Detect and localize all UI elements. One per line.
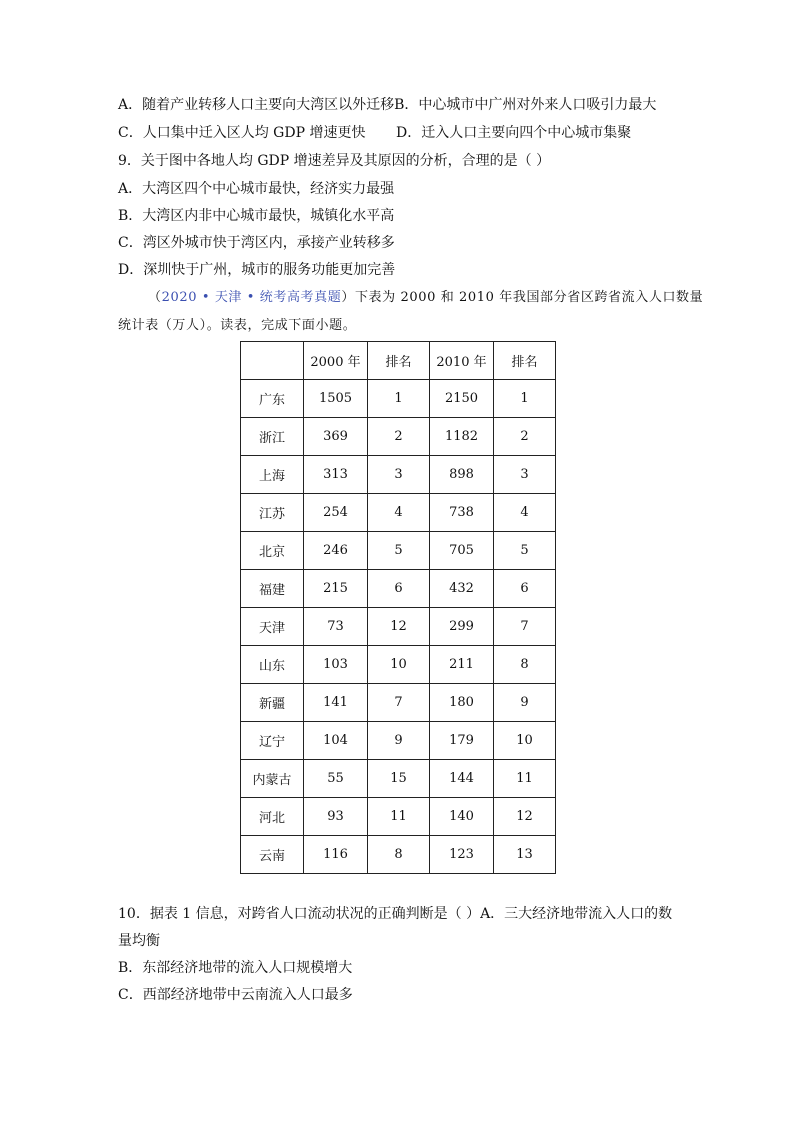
table-cell: 江苏	[241, 494, 304, 532]
table-cell: 福建	[241, 570, 304, 608]
table-cell: 432	[430, 570, 494, 608]
table-cell: 123	[430, 836, 494, 874]
table-row	[241, 646, 556, 684]
question-9-option-d: D．深圳快于广州，城市的服务功能更加完善	[118, 262, 396, 278]
question-8-option-c: C．人口集中迁入区人均 GDP 增速更快	[118, 125, 366, 141]
table-cell: 180	[430, 684, 494, 722]
table-row	[241, 836, 556, 874]
table-cell: 1505	[304, 380, 368, 418]
question-9-option-a: A．大湾区四个中心城市最快，经济实力最强	[118, 181, 395, 197]
table-cell: 5	[494, 532, 556, 570]
table-cell: 2150	[430, 380, 494, 418]
table-cell: 新疆	[241, 684, 304, 722]
intro-line-2: 统计表（万人）。读表，完成下面小题。	[118, 318, 357, 333]
table-cell: 7	[494, 608, 556, 646]
table-header-cell: 排名	[494, 342, 556, 380]
table-cell: 11	[494, 760, 556, 798]
table-row	[241, 608, 556, 646]
table-cell: 6	[368, 570, 430, 608]
table-cell: 104	[304, 722, 368, 760]
question-10-option-b: B．东部经济地带的流入人口规模增大	[118, 960, 353, 976]
table-row	[241, 532, 556, 570]
table-cell: 4	[368, 494, 430, 532]
table-cell: 144	[430, 760, 494, 798]
table-header-cell: 2010 年	[430, 342, 494, 380]
table-row	[241, 380, 556, 418]
source-label: 2020 • 天津 • 统考高考真题	[161, 290, 342, 305]
table-cell: 705	[430, 532, 494, 570]
table-cell: 5	[368, 532, 430, 570]
table-cell: 12	[368, 608, 430, 646]
table-cell: 211	[430, 646, 494, 684]
table-cell: 116	[304, 836, 368, 874]
table-row	[241, 798, 556, 836]
question-9-option-c: C．湾区外城市快于湾区内，承接产业转移多	[118, 235, 395, 251]
table-cell: 140	[430, 798, 494, 836]
table-cell: 辽宁	[241, 722, 304, 760]
table-cell: 299	[430, 608, 494, 646]
table-cell: 313	[304, 456, 368, 494]
table-row	[241, 456, 556, 494]
table-cell: 369	[304, 418, 368, 456]
table-cell: 215	[304, 570, 368, 608]
table-cell: 3	[494, 456, 556, 494]
table-cell: 1182	[430, 418, 494, 456]
table-cell: 内蒙古	[241, 760, 304, 798]
table-cell: 15	[368, 760, 430, 798]
table-cell: 7	[368, 684, 430, 722]
table-cell: 河北	[241, 798, 304, 836]
table-cell: 93	[304, 798, 368, 836]
table-cell: 8	[494, 646, 556, 684]
question-9-option-b: B．大湾区内非中心城市最快，城镇化水平高	[118, 208, 395, 224]
question-8-option-a-b: A．随着产业转移人口主要向大湾区以外迁移B．中心城市中广州对外来人口吸引力最大	[118, 97, 657, 113]
table-cell: 10	[494, 722, 556, 760]
table-row	[241, 684, 556, 722]
table-cell: 10	[368, 646, 430, 684]
table-cell: 898	[430, 456, 494, 494]
intro-line-1	[148, 288, 703, 308]
table-cell: 广东	[241, 380, 304, 418]
migration-table	[240, 341, 556, 874]
table-cell: 55	[304, 760, 368, 798]
table-cell: 254	[304, 494, 368, 532]
table-cell: 天津	[241, 608, 304, 646]
table-cell: 4	[494, 494, 556, 532]
table-cell: 12	[494, 798, 556, 836]
table-header-cell	[241, 342, 304, 380]
table-header-row	[241, 342, 556, 380]
table-cell: 13	[494, 836, 556, 874]
table-cell: 6	[494, 570, 556, 608]
table-header-cell: 2000 年	[304, 342, 368, 380]
table-cell: 141	[304, 684, 368, 722]
table-cell: 73	[304, 608, 368, 646]
table-cell: 738	[430, 494, 494, 532]
table-cell: 浙江	[241, 418, 304, 456]
table-cell: 云南	[241, 836, 304, 874]
table-row	[241, 760, 556, 798]
table-cell: 2	[368, 418, 430, 456]
table-cell: 179	[430, 722, 494, 760]
table-cell: 11	[368, 798, 430, 836]
question-10-stem: 10．据表 1 信息，对跨省人口流动状况的正确判断是（ ）A．三大经济地带流入人口的数	[118, 906, 673, 922]
table-cell: 3	[368, 456, 430, 494]
table-row	[241, 494, 556, 532]
table-cell: 山东	[241, 646, 304, 684]
table-cell: 2	[494, 418, 556, 456]
intro-text: ）下表为 2000 和 2010 年我国部分省区跨省流入人口数量	[341, 290, 704, 305]
intro-open-paren: （	[148, 290, 162, 305]
table-cell: 1	[368, 380, 430, 418]
table-cell: 8	[368, 836, 430, 874]
question-8-option-d: D．迁入人口主要向四个中心城市集聚	[396, 125, 632, 141]
question-10-stem-cont: 量均衡	[118, 933, 160, 949]
table-row	[241, 418, 556, 456]
table-row	[241, 722, 556, 760]
table-cell: 103	[304, 646, 368, 684]
table-cell: 上海	[241, 456, 304, 494]
table-cell: 246	[304, 532, 368, 570]
question-9-stem: 9．关于图中各地人均 GDP 增速差异及其原因的分析，合理的是（ ）	[118, 153, 551, 169]
question-10-option-c: C．西部经济地带中云南流入人口最多	[118, 987, 353, 1003]
table-row	[241, 570, 556, 608]
table-header-cell: 排名	[368, 342, 430, 380]
table-cell: 9	[368, 722, 430, 760]
table-cell: 北京	[241, 532, 304, 570]
table-cell: 9	[494, 684, 556, 722]
table-cell: 1	[494, 380, 556, 418]
